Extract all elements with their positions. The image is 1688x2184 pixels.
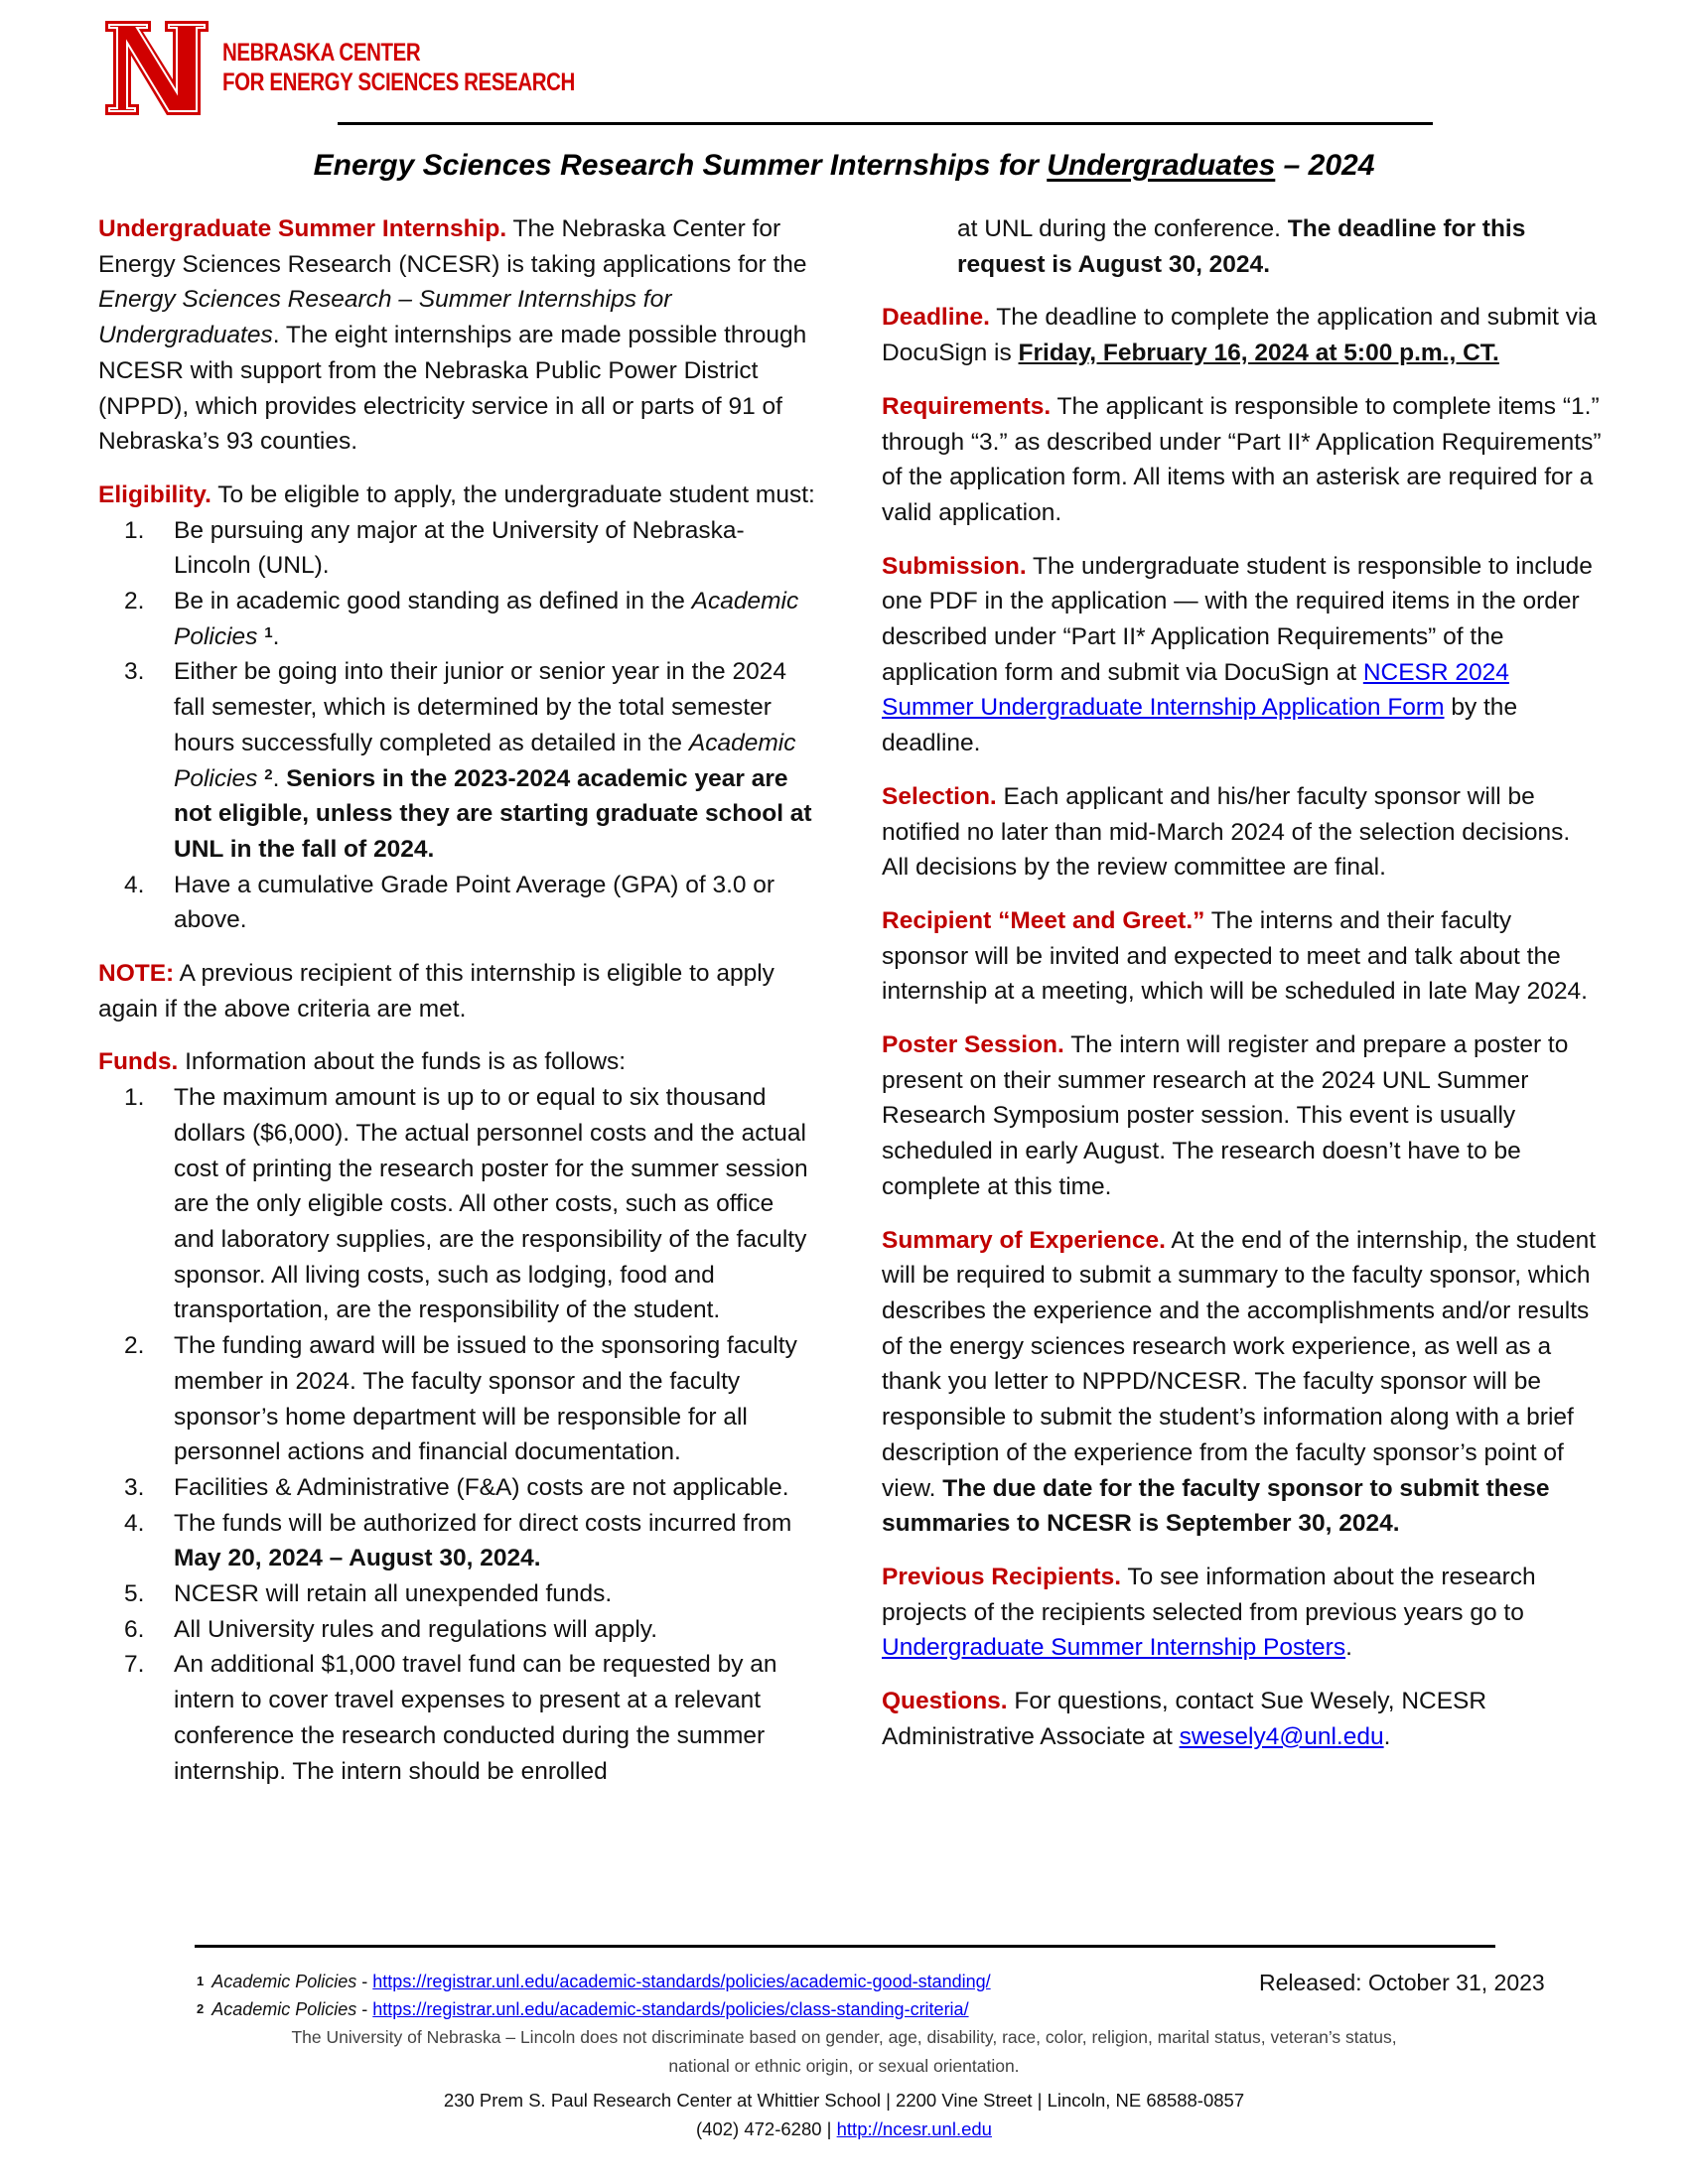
header-divider bbox=[338, 122, 1433, 125]
deadline-section: Deadline. The deadline to complete the application and submit via DocuSign is Friday, February 16, 2024 at 5:00 p.m., CT. bbox=[882, 304, 1598, 367]
funds-list bbox=[98, 1080, 818, 1789]
list-item: 3. Either be going into their junior or senior year in the 2024 fall semester, which is determined by the total semester hours successfully completed as detailed in the Academic Policies $^2$. Seniors in the 2023-2024 academic year are not eligible, unless they are starting graduate school at UNL in the fall of 2024. bbox=[124, 658, 812, 863]
street-address: 230 Prem S. Paul Research Center at Whittier School | 2200 Vine Street | Lincoln, NE 68588-0857 bbox=[443, 2090, 1245, 2111]
section-heading: Requirements. bbox=[882, 392, 1052, 420]
submission-section: Submission. The undergraduate student is responsible to include one PDF in the application — with the required items in the order described under “Part II* Application Requirements” of the application form and submit via DocuSign at NCESR 2024 Summer Undergraduate Internship Application Form by the deadline. bbox=[882, 552, 1593, 757]
section-heading: Selection. bbox=[882, 782, 997, 810]
footnote-ref-2: 2 bbox=[264, 765, 273, 783]
list-item: 7. An additional $1,000 travel fund can be requested by an intern to cover travel expenses to present at a relevant conference the research conducted during the summer internship. The intern should be enrolled bbox=[124, 1651, 777, 1785]
selection-section: Selection. Each applicant and his/her faculty sponsor will be notified no later than mid-March 2024 of the selection decisions. All decisions by the review committee are final. bbox=[882, 782, 1571, 882]
list-item: 2. The funding award will be issued to the sponsoring faculty member in 2024. The faculty sponsor and the faculty sponsor’s home department will be responsible for all personnel actions and financial documentation. bbox=[124, 1332, 797, 1466]
funds-item-7-continued: at UNL during the conference. The deadline for this request is August 30, 2024. bbox=[957, 215, 1526, 278]
section-heading: Eligibility. bbox=[98, 480, 211, 508]
list-item: 4. The funds will be authorized for direct costs incurred from May 20, 2024 – August 30, 2024. bbox=[124, 1509, 792, 1572]
title-undergraduates: Undergraduates bbox=[1047, 149, 1276, 182]
section-heading: Funds. bbox=[98, 1048, 179, 1076]
section-heading: Questions. bbox=[882, 1688, 1008, 1715]
list-item: 1. Be pursuing any major at the University of Nebraska-Lincoln (UNL). bbox=[124, 516, 745, 580]
section-heading: Previous Recipients. bbox=[882, 1563, 1122, 1590]
n-logo-icon bbox=[103, 18, 212, 117]
list-item: 4. Have a cumulative Grade Point Average (GPA) of 3.0 or above. bbox=[124, 871, 775, 934]
section-heading: Poster Session. bbox=[882, 1031, 1064, 1059]
application-form-link[interactable]: NCESR 2024 Summer Undergraduate Internship Application Form bbox=[882, 658, 1509, 722]
contact-email-link[interactable]: swesely4@unl.edu bbox=[1179, 1722, 1384, 1750]
nondiscrimination-statement: The University of Nebraska – Lincoln does not discriminate based on gender, age, disability, race, color, religion, marital status, veteran’s status, national or ethnic origin, or sexual orientation. bbox=[291, 2027, 1397, 2076]
meet-greet-section: Recipient “Meet and Greet.” The interns and their faculty sponsor will be invited and expected to meet and talk about the internship at a meeting, which will be scheduled in late May 2024. bbox=[882, 906, 1588, 1006]
section-heading: Recipient “Meet and Greet.” bbox=[882, 906, 1205, 934]
funds-section: Funds. Information about the funds is as follows: 1. The maximum amount is up to or equal to six thousand dollars ($6,000). The actual personnel costs and the actual cost of printing the research poster for the summer session are the only eligible costs. All other costs, such as office and laboratory supplies, are the responsibility of the faculty sponsor. All living costs, such as lodging, food and transportation, are the responsibility of the student. 2. The funding award will be issued to the sponsoring faculty member in 2024. The faculty sponsor and the faculty sponsor’s home department will be responsible for all personnel actions and financial documentation. 3. Facilities & Administrative (F&A) costs are not applicable. 4. The funds will be authorized for direct costs incurred from May 20, 2024 – August 30, 2024. 5. NCESR will retain all unexpended funds. 6. All University rules and regulations will apply. 7. An additional $1,000 travel fund can be requested by an intern to cover travel expenses to present at a relevant conference the research conducted during the summer internship. The intern should be enrolled bbox=[98, 1044, 818, 1789]
right-column bbox=[882, 211, 1602, 1772]
summary-section: Summary of Experience. At the end of the internship, the student will be required to submit a summary to the faculty sponsor, which describes the experience and the accomplishments and/or results of the energy sciences research work experience, as well as a thank you letter to NPPD/NCESR. The faculty sponsor will be responsible to submit the student’s information along with a brief description of the experience from the faculty sponsor’s point of view. The due date for the faculty sponsor to submit these summaries to NCESR is September 30, 2024. bbox=[882, 1226, 1597, 1538]
list-item: 6. All University rules and regulations will apply. bbox=[124, 1615, 658, 1643]
left-column bbox=[98, 211, 818, 1807]
document-title: Energy Sciences Research Summer Internships for Undergraduates – 2024 bbox=[313, 149, 1375, 182]
contact-address bbox=[0, 2086, 1688, 2143]
university-n-logo bbox=[103, 18, 212, 117]
good-standing-policy-link[interactable]: https://registrar.unl.edu/academic-standards/policies/academic-good-standing/ bbox=[372, 1972, 991, 1991]
footer-divider bbox=[195, 1945, 1495, 1948]
class-standing-policy-link[interactable]: https://registrar.unl.edu/academic-standards/policies/class-standing-criteria/ bbox=[372, 1999, 969, 2019]
list-item: 2. Be in academic good standing as defined in the Academic Policies $^1$. bbox=[124, 588, 799, 650]
section-heading: Deadline. bbox=[882, 304, 990, 332]
release-date: Released: October 31, 2023 bbox=[1259, 1970, 1545, 1995]
section-heading: Summary of Experience. bbox=[882, 1226, 1166, 1254]
poster-session-section: Poster Session. The intern will register and prepare a poster to present on their summer research at the 2024 UNL Summer Research Symposium poster session. This event is usually scheduled in early August. The research doesn’t have to be complete at this time. bbox=[882, 1031, 1569, 1200]
footnote-1: $^1$ Academic Policies - https://registrar.unl.edu/academic-standards/policies/academic-good-standing/ bbox=[197, 1972, 991, 1991]
eligibility-list bbox=[98, 513, 818, 938]
previous-recipients-section: Previous Recipients. To see information about the research projects of the recipients selected from previous years go to Undergraduate Summer Internship Posters. bbox=[882, 1563, 1536, 1662]
list-item: 1. The maximum amount is up to or equal to six thousand dollars ($6,000). The actual personnel costs and the actual cost of printing the research poster for the summer session are the only eligible costs. All other costs, such as office and laboratory supplies, are the responsibility of the faculty sponsor. All living costs, such as lodging, food and transportation, are the responsibility of the student. bbox=[124, 1084, 808, 1324]
list-item: 5. NCESR will retain all unexpended funds. bbox=[124, 1580, 613, 1608]
questions-section: Questions. For questions, contact Sue Wesely, NCESR Administrative Associate at swesely4@unl.edu. bbox=[882, 1688, 1487, 1750]
deadline-date: Friday, February 16, 2024 at 5:00 p.m., CT. bbox=[1018, 340, 1499, 367]
intro-section: Undergraduate Summer Internship. The Nebraska Center for Energy Sciences Research (NCESR) is taking applications for the Energy Sciences Research – Summer Internships for Undergraduates. The eight internships are made possible through NCESR with support from the Nebraska Public Power District (NPPD), which provides electricity service in all or parts of 91 of Nebraska’s 93 counties. bbox=[98, 215, 807, 456]
eligibility-section: Eligibility. To be eligible to apply, the undergraduate student must: 1. Be pursuing any major at the University of Nebraska-Lincoln (UNL). 2. Be in academic good standing as defined in the Academic Policies $^1$. 3. Either be going into their junior or senior year in the 2024 fall semester, which is determined by the total semester hours successfully completed as detailed in the Academic Policies $^2$. Seniors in the 2023-2024 academic year are not eligible, unless they are starting graduate school at UNL in the fall of 2024. 4. Have a cumulative Grade Point Average (GPA) of 3.0 or above. bbox=[98, 478, 818, 938]
brand-line-2: FOR ENERGY SCIENCES RESEARCH bbox=[222, 68, 575, 96]
section-heading: Undergraduate Summer Internship. bbox=[98, 215, 507, 242]
list-item: 3. Facilities & Administrative (F&A) costs are not applicable. bbox=[124, 1473, 789, 1501]
footnote-2: $^2$ Academic Policies - https://registrar.unl.edu/academic-standards/policies/class-standing-criteria/ bbox=[197, 1999, 969, 2019]
posters-link[interactable]: Undergraduate Summer Internship Posters bbox=[882, 1634, 1346, 1662]
website-link[interactable]: http://ncesr.unl.edu bbox=[836, 2118, 992, 2139]
requirements-section: Requirements. The applicant is responsible to complete items “1.” through “3.” as described under “Part II* Application Requirements” of the application form. All items with an asterisk are required for a valid application. bbox=[882, 392, 1602, 526]
note-section: NOTE: A previous recipient of this internship is eligible to apply again if the above criteria are met. bbox=[98, 960, 774, 1023]
phone-website bbox=[0, 2115, 1688, 2143]
brand-line-1: NEBRASKA CENTER bbox=[222, 39, 421, 67]
section-heading: Submission. bbox=[882, 552, 1027, 580]
footnote-ref-1: 1 bbox=[264, 623, 273, 641]
phone-number: (402) 472-6280 | bbox=[696, 2118, 837, 2139]
center-name bbox=[222, 38, 575, 97]
section-heading: NOTE: bbox=[98, 960, 175, 988]
footnotes bbox=[197, 1968, 991, 2023]
